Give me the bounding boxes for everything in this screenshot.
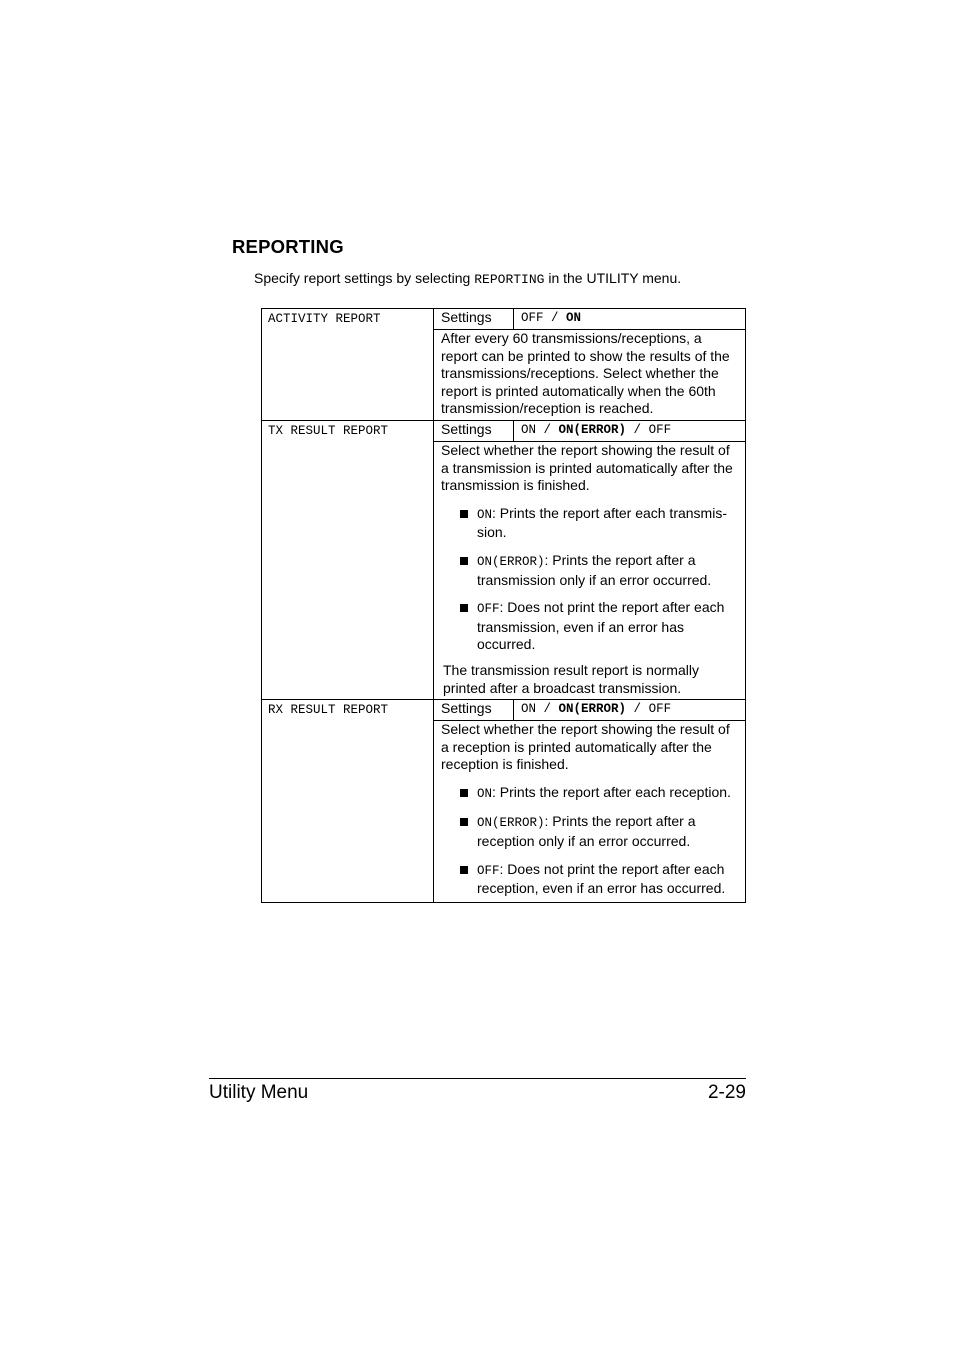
option: OFF [648, 422, 672, 437]
option-explanation: : Prints the report after each reception. [492, 783, 731, 800]
footer-divider [209, 1078, 746, 1079]
table-row [262, 309, 746, 330]
bullet-square-icon [460, 510, 468, 518]
option-default: ON(ERROR) [558, 422, 627, 437]
bullet-square-icon [460, 557, 468, 565]
option-list [441, 784, 741, 898]
note-text: The transmission result report is normally printed after a broadcast transmission. [443, 661, 699, 696]
option-default: ON [566, 311, 582, 325]
list-item [441, 505, 741, 542]
option-default: ON(ERROR) [558, 702, 627, 717]
setting-description [434, 721, 746, 903]
intro-before: Specify report settings by selecting [254, 270, 475, 286]
settings-options: OFF / ON [514, 309, 746, 330]
option-code: ON [477, 786, 493, 801]
option-code: OFF [477, 863, 500, 878]
settings-label: Settings [434, 700, 514, 721]
setting-description [434, 330, 746, 421]
section-heading: REPORTING [232, 236, 344, 257]
option: OFF [648, 702, 672, 717]
description-text: Select whether the report showing the result of a reception is printed automatically after the reception is finished. [441, 721, 730, 773]
list-item [441, 552, 741, 589]
intro-after: in the UTILITY menu. [544, 270, 682, 286]
page-number: 2-29 [707, 1082, 746, 1103]
option: ON [521, 702, 537, 717]
settings-label: Settings [434, 309, 514, 330]
footer-section-title: Utility Menu [209, 1082, 309, 1103]
option-code: ON(ERROR) [477, 554, 545, 569]
option-explanation: : Prints the report after a transmission only if an error occurred. [477, 551, 712, 588]
settings-options: ON / ON(ERROR) / OFF [514, 700, 746, 721]
intro-code: REPORTING [474, 272, 545, 287]
option-code: OFF [477, 602, 500, 617]
table-row [262, 420, 746, 441]
option-code: ON [477, 507, 493, 522]
option-code: ON(ERROR) [477, 816, 545, 831]
list-item [441, 784, 741, 804]
option-explanation: : Does not print the report after each transmission, even if an error has occurred. [477, 599, 725, 653]
list-item [441, 599, 741, 654]
list-item [441, 813, 741, 850]
bullet-square-icon [460, 789, 468, 797]
list-item [441, 861, 741, 898]
setting-name: RX RESULT REPORT [262, 700, 434, 903]
table-row [262, 700, 746, 721]
intro-text [254, 270, 681, 287]
option-explanation: : Does not print the report after each reception, even if an error has occurred. [477, 860, 726, 897]
bullet-square-icon [460, 818, 468, 826]
option-explanation: : Prints the report after a reception only if an error occurred. [477, 813, 696, 850]
description-text: After every 60 transmissions/receptions, a report can be printed to show the results of the transmissions/receptions. Select whether the report is printed automatically when the 60th transmission/reception is reached. [441, 330, 730, 417]
reporting-settings-table [261, 308, 746, 903]
option-list [441, 505, 741, 654]
bullet-square-icon [460, 866, 468, 874]
option-explanation: : Prints the report after each transmis-sion. [477, 504, 727, 541]
bullet-square-icon [460, 604, 468, 612]
description-text: Select whether the report showing the result of a transmission is printed automatically after the transmission is finished. [441, 441, 733, 494]
option: OFF [521, 311, 544, 325]
setting-description [434, 441, 746, 699]
settings-label: Settings [434, 420, 514, 441]
setting-name: TX RESULT REPORT [262, 420, 434, 699]
option: ON [521, 422, 537, 437]
settings-options: ON / ON(ERROR) / OFF [514, 420, 746, 441]
setting-name: ACTIVITY REPORT [262, 309, 434, 421]
